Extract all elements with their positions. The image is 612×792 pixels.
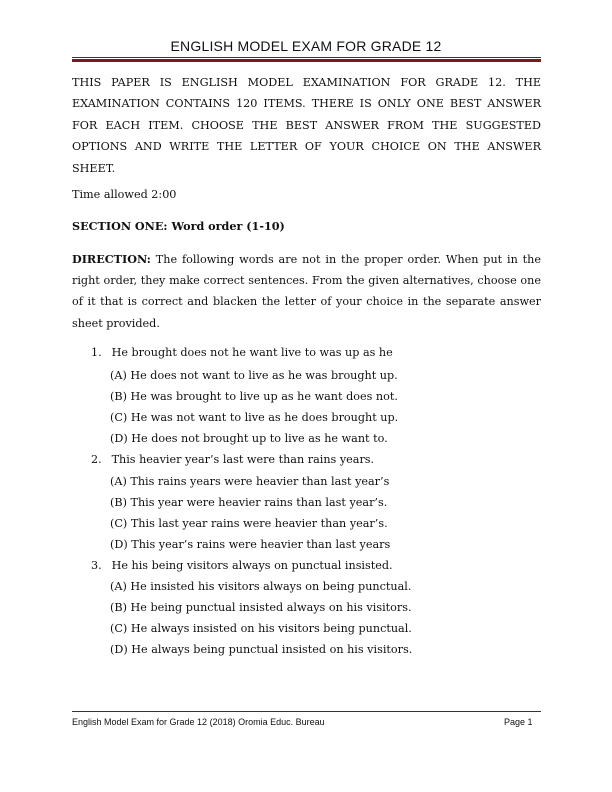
question-3-option-b: (B) He being punctual insisted always on his visitors. (110, 601, 412, 614)
question-3-option-d: (D) He always being punctual insisted on his visitors. (110, 643, 413, 656)
direction-label: DIRECTION: (72, 252, 151, 266)
header-divider-thick (72, 59, 541, 62)
question-1-option-a: (A) He does not want to live as he was brought up. (110, 369, 398, 382)
question-prompt: This heavier year’s last were than rains years. (111, 453, 375, 466)
question-1-option-c: (C) He was not want to live as he does brought up. (110, 411, 399, 424)
instructions-paragraph: THIS PAPER IS ENGLISH MODEL EXAMINATION FOR GRADE 12. THE EXAMINATION CONTAINS 120 ITEMS. THERE IS ONLY ONE BEST ANSWER FOR EACH ITEM. CHOOSE THE BEST ANSWER FROM THE SUGGESTED OPTIONS AND WRITE THE LETTER OF YOUR CHOICE ON THE ANSWER SHEET. (72, 76, 541, 175)
question-1-option-d: (D) He does not brought up to live as he want to. (110, 432, 388, 445)
footer-source: English Model Exam for Grade 12 (2018) Oromia Educ. Bureau (72, 717, 325, 727)
question-prompt: He brought does not he want live to was up as he (111, 346, 393, 359)
question-3-option-a: (A) He insisted his visitors always on being punctual. (110, 580, 412, 593)
question-2-option-c: (C) This last year rains were heavier than year’s. (110, 517, 388, 530)
header-divider-thin (72, 57, 541, 58)
question-3 (91, 559, 393, 572)
question-number: 2. (91, 453, 102, 466)
section-title: SECTION ONE: Word order (1-10) (72, 219, 285, 233)
question-2-option-b: (B) This year were heavier rains than last year’s. (110, 496, 388, 509)
page-header-title: ENGLISH MODEL EXAM FOR GRADE 12 (170, 38, 442, 54)
question-number: 1. (91, 346, 102, 359)
footer-page-number: Page 1 (504, 717, 533, 727)
question-2-option-d: (D) This year’s rains were heavier than last years (110, 538, 391, 551)
question-1 (91, 346, 393, 359)
direction-text: The following words are not in the proper order. When put in the right order, they make correct sentences. From the given alternatives, choose one of it that is correct and blacken the letter of your choice in the separate answer sheet provided. (72, 253, 541, 330)
question-2 (91, 453, 374, 466)
time-allowed: Time allowed 2:00 (72, 188, 177, 201)
question-2-option-a: (A) This rains years were heavier than last year’s (110, 475, 390, 488)
direction-paragraph (72, 249, 541, 334)
question-1-option-b: (B) He was brought to live up as he want does not. (110, 390, 398, 403)
footer-divider (72, 711, 541, 712)
question-3-option-c: (C) He always insisted on his visitors being punctual. (110, 622, 412, 635)
question-prompt: He his being visitors always on punctual insisted. (111, 559, 393, 572)
question-number: 3. (91, 559, 102, 572)
